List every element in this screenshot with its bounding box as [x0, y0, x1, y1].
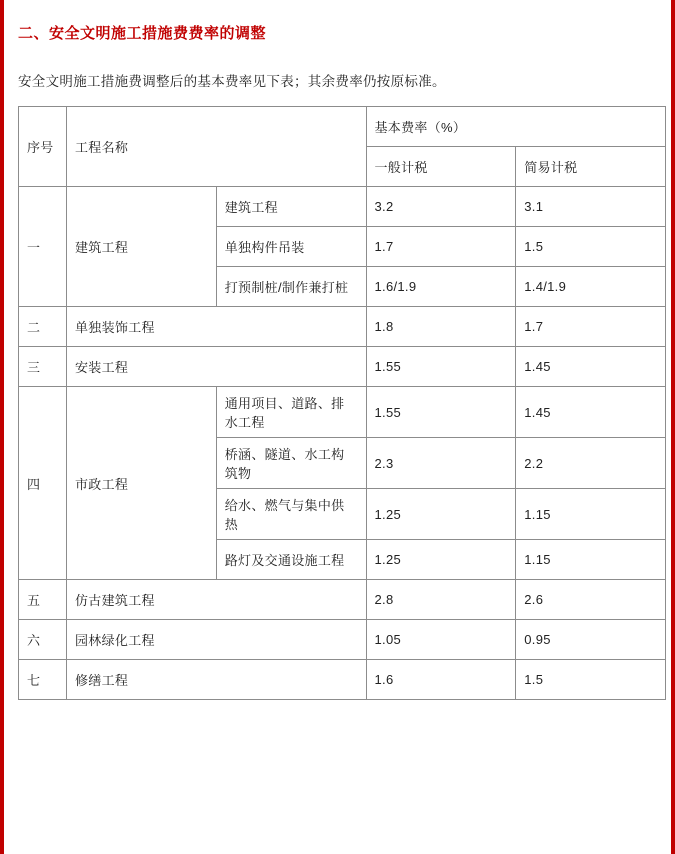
left-red-rule: [0, 0, 4, 854]
row-general-rate: 1.55: [366, 387, 516, 438]
row-subname: 打预制桩/制作兼打桩: [216, 267, 366, 307]
section-heading: 二、安全文明施工措施费费率的调整: [18, 25, 267, 42]
row-seq: 三: [19, 347, 67, 387]
header-project-name: 工程名称: [67, 107, 367, 187]
row-general-rate: 1.55: [366, 347, 516, 387]
row-seq: 二: [19, 307, 67, 347]
row-general-rate: 1.7: [366, 227, 516, 267]
header-general-tax: 一般计税: [366, 147, 516, 187]
row-subname: 路灯及交通设施工程: [216, 540, 366, 580]
row-general-rate: 1.25: [366, 540, 516, 580]
row-seq: 五: [19, 580, 67, 620]
row-simple-rate: 1.5: [516, 660, 666, 700]
row-seq: 一: [19, 187, 67, 307]
row-name: 市政工程: [67, 387, 217, 580]
row-simple-rate: 2.6: [516, 580, 666, 620]
row-general-rate: 1.25: [366, 489, 516, 540]
right-red-rule: [671, 0, 675, 854]
table-row: [19, 347, 666, 387]
row-general-rate: 2.8: [366, 580, 516, 620]
row-seq: 四: [19, 387, 67, 580]
row-general-rate: 1.05: [366, 620, 516, 660]
row-name: 单独装饰工程: [67, 307, 367, 347]
row-subname: 单独构件吊装: [216, 227, 366, 267]
row-simple-rate: 1.4/1.9: [516, 267, 666, 307]
row-general-rate: 2.3: [366, 438, 516, 489]
row-simple-rate: 1.7: [516, 307, 666, 347]
table-row: [19, 660, 666, 700]
header-seq: 序号: [19, 107, 67, 187]
row-general-rate: 1.6: [366, 660, 516, 700]
row-seq: 七: [19, 660, 67, 700]
table-header-row-1: [19, 107, 666, 147]
row-seq: 六: [19, 620, 67, 660]
section-intro-text: 安全文明施工措施费调整后的基本费率见下表；其余费率仍按原标准。: [18, 74, 446, 89]
row-name: 安装工程: [67, 347, 367, 387]
row-subname: 通用项目、道路、排水工程: [216, 387, 366, 438]
row-simple-rate: 2.2: [516, 438, 666, 489]
row-simple-rate: 1.45: [516, 387, 666, 438]
row-simple-rate: 0.95: [516, 620, 666, 660]
row-subname: 建筑工程: [216, 187, 366, 227]
header-simple-tax: 简易计税: [516, 147, 666, 187]
row-simple-rate: 1.45: [516, 347, 666, 387]
row-simple-rate: 1.15: [516, 540, 666, 580]
row-subname: 桥涵、隧道、水工构筑物: [216, 438, 366, 489]
row-name: 园林绿化工程: [67, 620, 367, 660]
row-simple-rate: 1.15: [516, 489, 666, 540]
table-row: [19, 580, 666, 620]
table-row: [19, 187, 666, 227]
table-row: [19, 387, 666, 438]
row-general-rate: 1.6/1.9: [366, 267, 516, 307]
header-base-rate: 基本费率（%）: [366, 107, 666, 147]
row-general-rate: 1.8: [366, 307, 516, 347]
row-general-rate: 3.2: [366, 187, 516, 227]
row-name: 建筑工程: [67, 187, 217, 307]
table-row: [19, 620, 666, 660]
row-name: 仿古建筑工程: [67, 580, 367, 620]
fee-rate-table: [18, 106, 666, 700]
table-row: [19, 307, 666, 347]
row-simple-rate: 1.5: [516, 227, 666, 267]
row-name: 修缮工程: [67, 660, 367, 700]
row-simple-rate: 3.1: [516, 187, 666, 227]
row-subname: 给水、燃气与集中供热: [216, 489, 366, 540]
